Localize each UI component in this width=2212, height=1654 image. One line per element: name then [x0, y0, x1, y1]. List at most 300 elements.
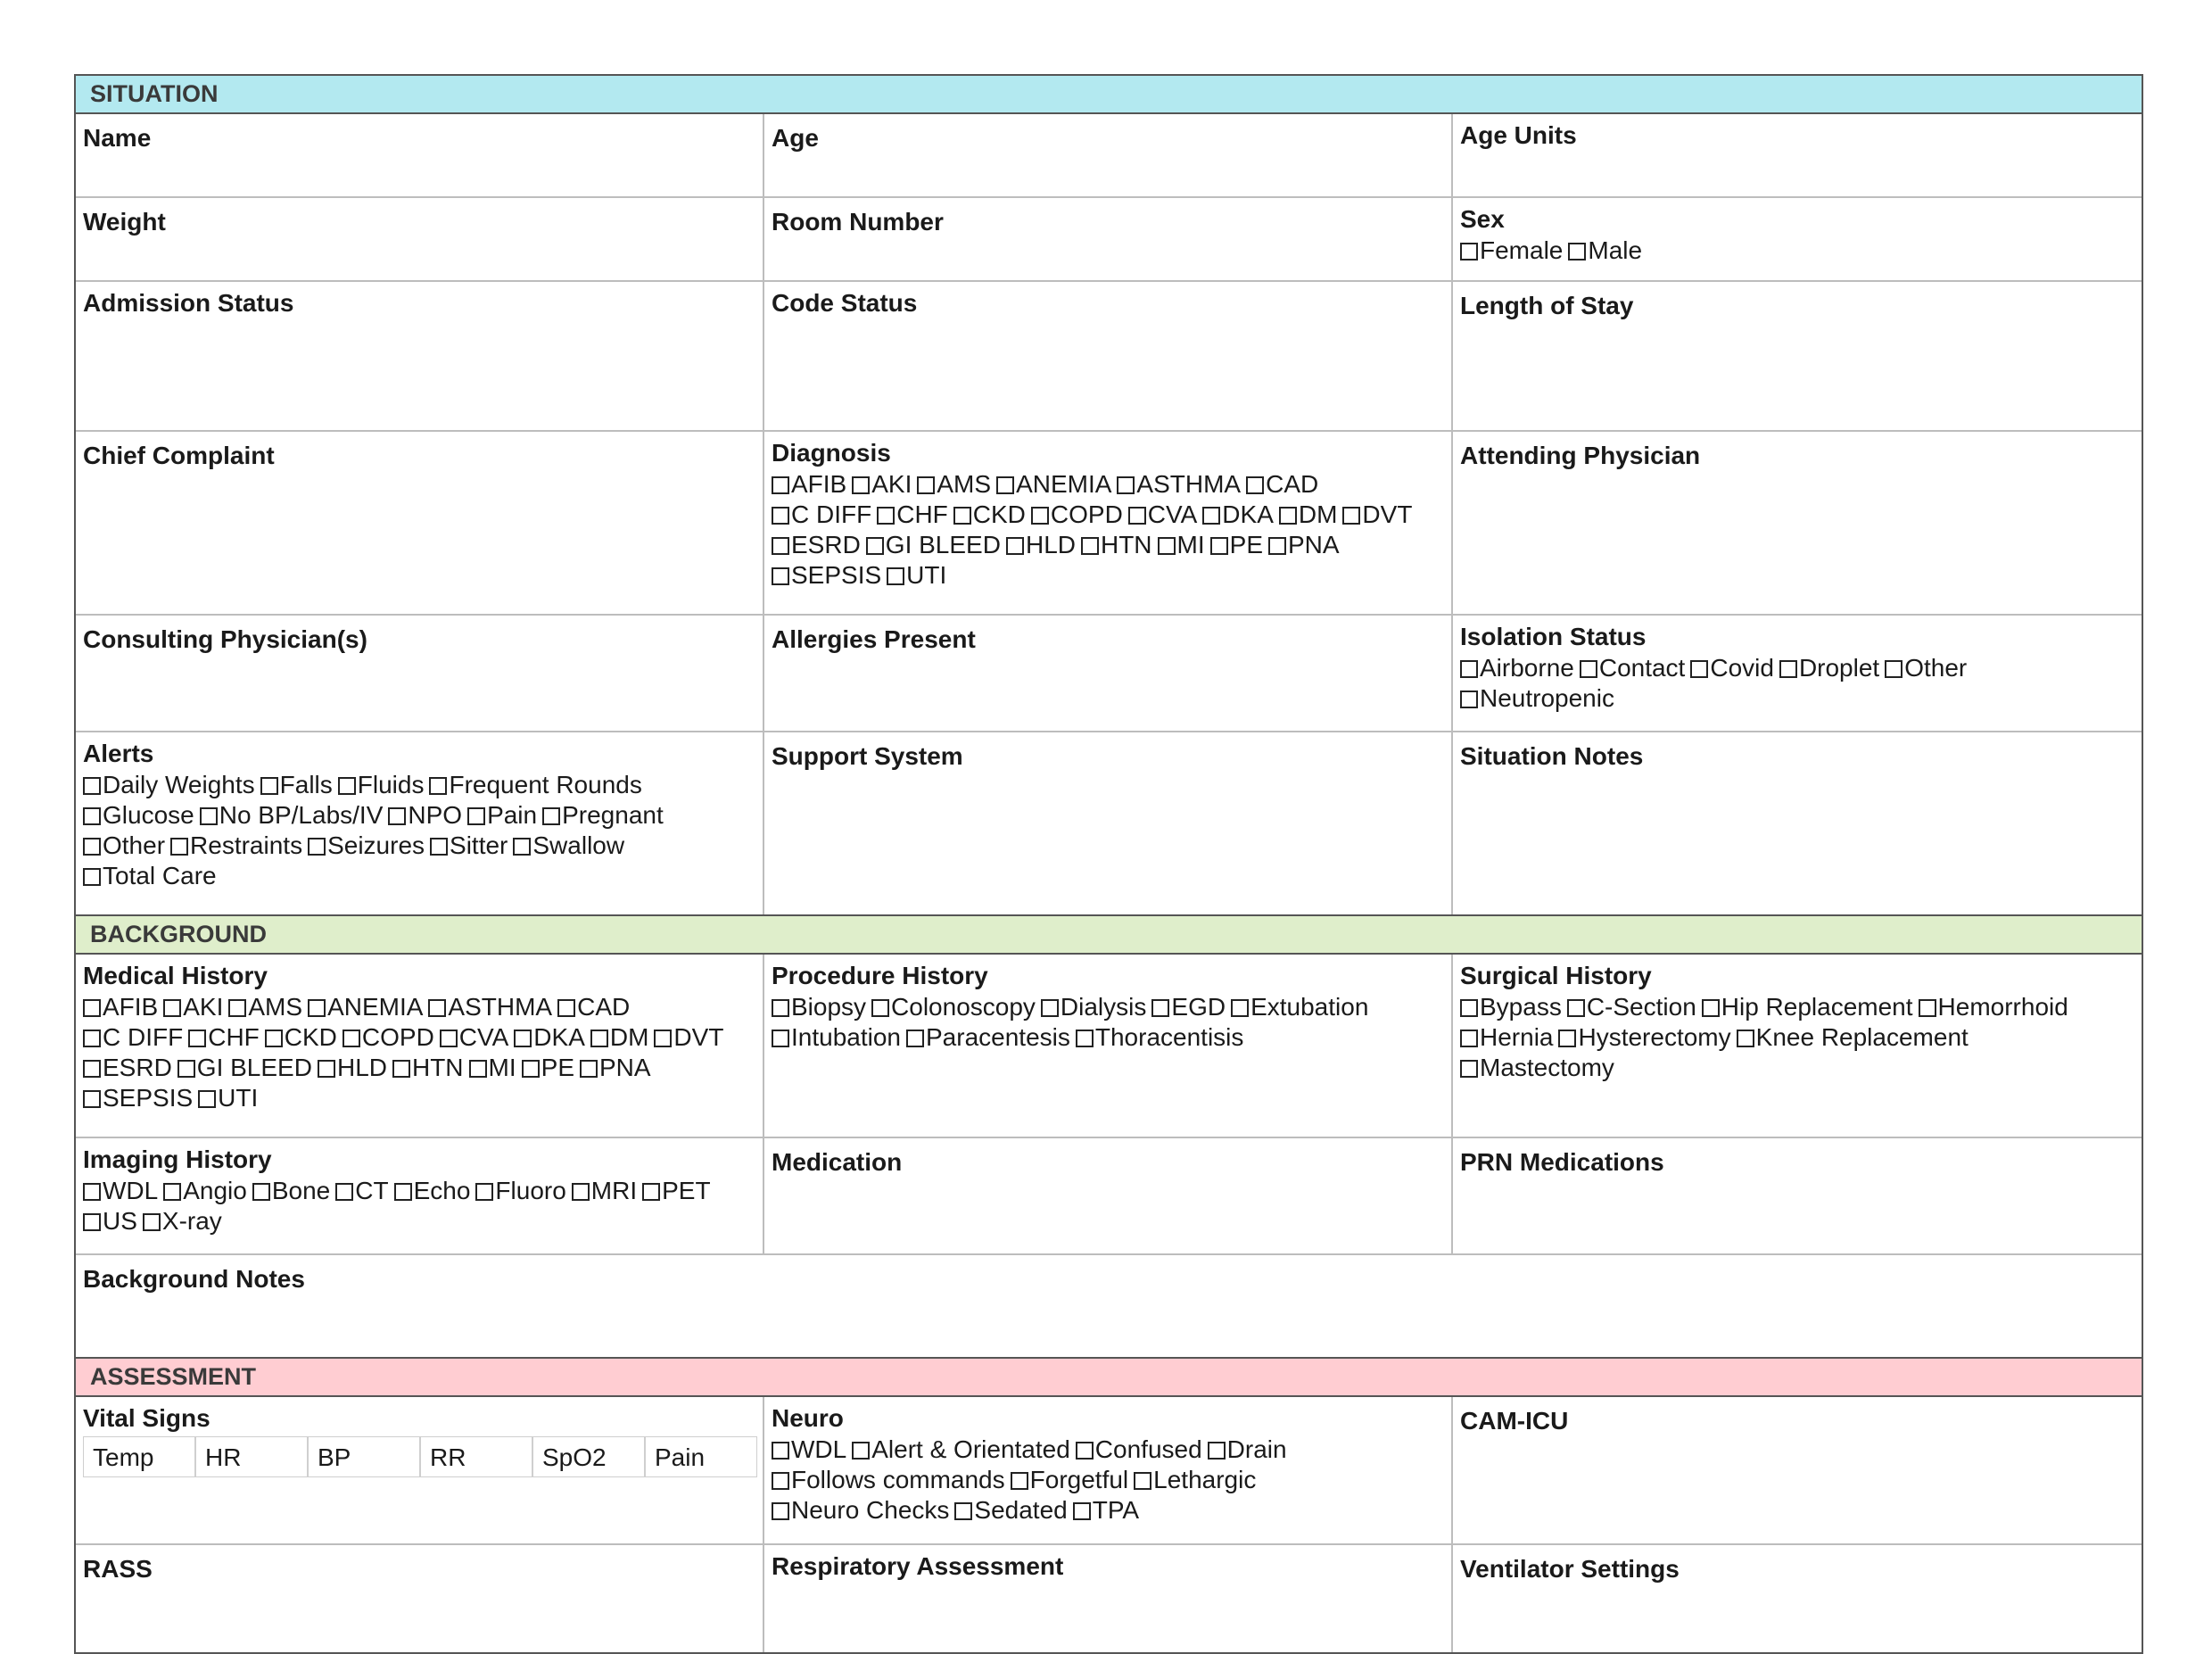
checkbox-option[interactable] [580, 1054, 651, 1081]
option-line [772, 1022, 1446, 1053]
checkbox-label: Angio [183, 1177, 247, 1204]
checkbox-option[interactable] [1558, 1023, 1730, 1051]
checkbox-option[interactable] [1460, 684, 1614, 712]
checkbox-option[interactable] [467, 801, 537, 829]
checkbox-option[interactable] [143, 1207, 222, 1235]
square-checkbox-icon[interactable] [772, 1502, 789, 1520]
checkbox-option[interactable] [654, 1023, 723, 1051]
square-checkbox-icon[interactable] [1006, 537, 1024, 555]
checkbox-option[interactable] [917, 470, 991, 498]
checkbox-option[interactable] [1231, 993, 1368, 1021]
square-checkbox-icon[interactable] [772, 999, 789, 1017]
square-checkbox-icon[interactable] [200, 807, 218, 825]
square-checkbox-icon[interactable] [954, 1502, 972, 1520]
option-line [83, 861, 757, 891]
option-line [1460, 992, 2136, 1022]
checkbox-option[interactable] [338, 771, 425, 798]
checkbox-option[interactable] [1779, 654, 1879, 682]
square-checkbox-icon[interactable] [163, 999, 181, 1017]
square-checkbox-icon[interactable] [429, 777, 447, 795]
square-checkbox-icon[interactable] [428, 999, 446, 1017]
square-checkbox-icon[interactable] [772, 567, 789, 585]
option-line [1460, 1022, 2136, 1053]
square-checkbox-icon[interactable] [1011, 1472, 1028, 1490]
checkbox-option[interactable] [1460, 236, 1563, 264]
length-of-stay-field[interactable] [1453, 282, 2142, 430]
square-checkbox-icon[interactable] [1919, 999, 1936, 1017]
isolation-status-field [1453, 616, 2142, 731]
vital-pain[interactable]: Pain [645, 1436, 757, 1477]
option-line [83, 992, 757, 1022]
checkbox-option[interactable] [1342, 500, 1412, 528]
checkbox-option[interactable] [1151, 993, 1226, 1021]
checkbox-option[interactable] [996, 470, 1111, 498]
checkbox-option[interactable] [1041, 993, 1146, 1021]
square-checkbox-icon[interactable] [343, 1030, 360, 1047]
option-line [772, 1435, 1446, 1465]
square-checkbox-icon[interactable] [308, 838, 326, 856]
checkbox-option[interactable] [513, 831, 624, 859]
square-checkbox-icon[interactable] [1231, 999, 1249, 1017]
field-label: Vital Signs [83, 1404, 210, 1432]
checkbox-option[interactable] [1076, 1023, 1244, 1051]
vital-rr[interactable]: RR [420, 1436, 532, 1477]
checkbox-option[interactable] [1460, 654, 1574, 682]
checkbox-option[interactable] [1076, 1435, 1202, 1463]
option-line [772, 1465, 1446, 1495]
checkbox-label: NPO [408, 801, 463, 829]
checkbox-option[interactable] [852, 470, 912, 498]
square-checkbox-icon[interactable] [772, 1030, 789, 1047]
checkbox-option[interactable] [1128, 500, 1198, 528]
checkbox-label: AKI [871, 470, 912, 498]
checkbox-option[interactable] [83, 1023, 183, 1051]
square-checkbox-icon[interactable] [1031, 507, 1049, 525]
square-checkbox-icon[interactable] [1460, 999, 1478, 1017]
checkbox-option[interactable] [866, 531, 1001, 558]
square-checkbox-icon[interactable] [1737, 1030, 1754, 1047]
field-label: Age [772, 124, 819, 152]
checkbox-option[interactable] [469, 1054, 516, 1081]
checkbox-option[interactable] [260, 771, 333, 798]
square-checkbox-icon[interactable] [83, 1213, 101, 1231]
checkbox-option[interactable] [343, 1023, 434, 1051]
vital-spo2[interactable]: SpO2 [532, 1436, 645, 1477]
checkbox-label: Sitter [450, 831, 508, 859]
checkbox-option[interactable] [877, 500, 948, 528]
checkbox-option[interactable] [83, 1207, 137, 1235]
checkbox-label: AKI [183, 993, 224, 1021]
checkbox-option[interactable] [772, 993, 866, 1021]
square-checkbox-icon[interactable] [1210, 537, 1228, 555]
square-checkbox-icon[interactable] [1081, 537, 1099, 555]
checkbox-option[interactable] [1134, 1466, 1256, 1493]
checkbox-label: PE [1229, 531, 1263, 558]
vital-signs-table [83, 1436, 757, 1477]
square-checkbox-icon[interactable] [170, 838, 188, 856]
checkbox-option[interactable] [228, 993, 302, 1021]
square-checkbox-icon[interactable] [642, 1183, 660, 1201]
square-checkbox-icon[interactable] [513, 838, 531, 856]
checkbox-option[interactable] [590, 1023, 649, 1051]
checkbox-option[interactable] [83, 771, 255, 798]
square-checkbox-icon[interactable] [394, 1183, 412, 1201]
option-line [1460, 683, 2136, 714]
checkbox-option[interactable] [252, 1177, 330, 1204]
procedure-history-options [772, 992, 1446, 1053]
checkbox-option[interactable] [392, 1054, 464, 1081]
checkbox-option[interactable] [1073, 1496, 1139, 1524]
checkbox-option[interactable] [572, 1177, 637, 1204]
checkbox-option[interactable] [1568, 236, 1642, 264]
checkbox-option[interactable] [1737, 1023, 1969, 1051]
checkbox-option[interactable] [514, 1023, 585, 1051]
checkbox-option[interactable] [1006, 531, 1076, 558]
square-checkbox-icon[interactable] [188, 1030, 206, 1047]
checkbox-option[interactable] [475, 1177, 565, 1204]
square-checkbox-icon[interactable] [1460, 243, 1478, 261]
checkbox-option[interactable] [83, 1084, 193, 1112]
square-checkbox-icon[interactable] [469, 1060, 487, 1078]
checkbox-option[interactable] [1702, 993, 1913, 1021]
option-line [83, 800, 757, 831]
checkbox-option[interactable] [83, 862, 217, 889]
square-checkbox-icon[interactable] [772, 1472, 789, 1490]
square-checkbox-icon[interactable] [388, 807, 406, 825]
checkbox-label: ESRD [103, 1054, 172, 1081]
checkbox-option[interactable] [335, 1177, 388, 1204]
checkbox-option[interactable] [308, 831, 425, 859]
square-checkbox-icon[interactable] [228, 999, 246, 1017]
checkbox-option[interactable] [318, 1054, 387, 1081]
square-checkbox-icon[interactable] [580, 1060, 598, 1078]
square-checkbox-icon[interactable] [392, 1060, 410, 1078]
square-checkbox-icon[interactable] [1076, 1030, 1094, 1047]
checkbox-option[interactable] [83, 831, 165, 859]
square-checkbox-icon[interactable] [1041, 999, 1059, 1017]
checkbox-label: X-ray [161, 1207, 222, 1235]
section-header-situation: SITUATION [76, 76, 2142, 114]
checkbox-option[interactable] [542, 801, 664, 829]
square-checkbox-icon[interactable] [522, 1060, 540, 1078]
age-units-field[interactable] [1453, 114, 2142, 196]
checkbox-option[interactable] [1919, 993, 2068, 1021]
square-checkbox-icon[interactable] [260, 777, 278, 795]
square-checkbox-icon[interactable] [83, 1060, 101, 1078]
checkbox-label: HLD [1025, 531, 1076, 558]
checkbox-option[interactable] [772, 1496, 949, 1524]
checkbox-option[interactable] [1117, 470, 1241, 498]
checkbox-option[interactable] [522, 1054, 574, 1081]
square-checkbox-icon[interactable] [467, 807, 485, 825]
checkbox-label: Airborne [1480, 654, 1574, 682]
attending-physician-field[interactable] [1453, 432, 2142, 614]
checkbox-option[interactable] [440, 1023, 509, 1051]
checkbox-label: HLD [336, 1054, 387, 1081]
assessment-row-1 [76, 1397, 2142, 1545]
checkbox-label: TPA [1092, 1496, 1140, 1524]
square-checkbox-icon[interactable] [308, 999, 326, 1017]
square-checkbox-icon[interactable] [1460, 660, 1478, 678]
checkbox-label: Extubation [1250, 993, 1369, 1021]
checkbox-option[interactable] [642, 1177, 710, 1204]
admission-status-field[interactable] [76, 282, 764, 430]
checkbox-option[interactable] [1567, 993, 1696, 1021]
square-checkbox-icon[interactable] [772, 537, 789, 555]
checkbox-option[interactable] [953, 500, 1026, 528]
checkbox-option[interactable] [83, 1054, 172, 1081]
checkbox-label: Neuro Checks [791, 1496, 950, 1524]
checkbox-option[interactable] [887, 561, 946, 589]
square-checkbox-icon[interactable] [440, 1030, 458, 1047]
surgical-history-options [1460, 992, 2136, 1083]
checkbox-label: COPD [361, 1023, 434, 1051]
consulting-physicians-field[interactable] [76, 616, 764, 731]
field-label: Situation Notes [1460, 742, 1644, 770]
sex-field [1453, 198, 2142, 280]
square-checkbox-icon[interactable] [572, 1183, 590, 1201]
checkbox-option[interactable] [772, 1023, 901, 1051]
checkbox-label: C DIFF [791, 500, 872, 528]
checkbox-option[interactable] [772, 561, 881, 589]
square-checkbox-icon[interactable] [1128, 507, 1146, 525]
checkbox-label: GI BLEED [196, 1054, 312, 1081]
square-checkbox-icon[interactable] [1779, 660, 1797, 678]
checkbox-option[interactable] [1081, 531, 1152, 558]
square-checkbox-icon[interactable] [177, 1060, 195, 1078]
support-system-field[interactable] [764, 732, 1453, 914]
checkbox-label: SEPSIS [791, 561, 882, 589]
checkbox-option[interactable] [394, 1177, 471, 1204]
field-label: Consulting Physician(s) [83, 625, 367, 653]
square-checkbox-icon[interactable] [1885, 660, 1902, 678]
checkbox-option[interactable] [1460, 1054, 1614, 1081]
square-checkbox-icon[interactable] [996, 476, 1014, 494]
respiratory-assessment-field[interactable] [764, 1545, 1453, 1652]
checkbox-option[interactable] [1580, 654, 1686, 682]
checkbox-option[interactable] [83, 801, 194, 829]
square-checkbox-icon[interactable] [1558, 1030, 1576, 1047]
checkbox-option[interactable] [1460, 993, 1562, 1021]
square-checkbox-icon[interactable] [654, 1030, 672, 1047]
square-checkbox-icon[interactable] [1460, 1060, 1478, 1078]
background-notes-field[interactable] [76, 1255, 2142, 1357]
option-line [772, 992, 1446, 1022]
square-checkbox-icon[interactable] [917, 476, 935, 494]
checkbox-label: CT [355, 1177, 389, 1204]
option-line [772, 469, 1446, 500]
checkbox-option[interactable] [557, 993, 630, 1021]
checkbox-option[interactable] [428, 993, 552, 1021]
vital-temp[interactable]: Temp [83, 1436, 195, 1477]
checkbox-option[interactable] [852, 1435, 1070, 1463]
square-checkbox-icon[interactable] [1208, 1442, 1226, 1460]
square-checkbox-icon[interactable] [475, 1183, 493, 1201]
square-checkbox-icon[interactable] [83, 777, 101, 795]
checkbox-option[interactable] [871, 993, 1036, 1021]
square-checkbox-icon[interactable] [772, 1442, 789, 1460]
option-line [772, 530, 1446, 560]
square-checkbox-icon[interactable] [1690, 660, 1708, 678]
situation-row-3 [76, 282, 2142, 432]
imaging-history-field [76, 1138, 764, 1253]
square-checkbox-icon[interactable] [1702, 999, 1720, 1017]
square-checkbox-icon[interactable] [1117, 476, 1135, 494]
checkbox-option[interactable] [1279, 500, 1338, 528]
square-checkbox-icon[interactable] [1580, 660, 1597, 678]
square-checkbox-icon[interactable] [852, 476, 870, 494]
checkbox-option[interactable] [200, 801, 384, 829]
checkbox-option[interactable] [388, 801, 462, 829]
checkbox-label: Mastectomy [1480, 1054, 1614, 1081]
checkbox-option[interactable] [772, 531, 861, 558]
checkbox-option[interactable] [772, 1435, 846, 1463]
checkbox-option[interactable] [188, 1023, 260, 1051]
checkbox-option[interactable] [198, 1084, 258, 1112]
age-field[interactable] [764, 114, 1453, 196]
square-checkbox-icon[interactable] [143, 1213, 161, 1231]
checkbox-label: Forgetful [1029, 1466, 1129, 1493]
square-checkbox-icon[interactable] [1158, 537, 1176, 555]
option-line [83, 1206, 757, 1236]
checkbox-option[interactable] [83, 993, 158, 1021]
situation-notes-field[interactable] [1453, 732, 2142, 914]
checkbox-label: C-Section [1586, 993, 1696, 1021]
square-checkbox-icon[interactable] [871, 999, 889, 1017]
square-checkbox-icon[interactable] [1268, 537, 1286, 555]
square-checkbox-icon[interactable] [1073, 1502, 1091, 1520]
field-label: Weight [83, 208, 166, 236]
prn-medications-field[interactable] [1453, 1138, 2142, 1253]
field-label: Sex [1460, 205, 1505, 233]
square-checkbox-icon[interactable] [1246, 476, 1264, 494]
checkbox-option[interactable] [308, 993, 423, 1021]
checkbox-option[interactable] [1246, 470, 1318, 498]
checkbox-option[interactable] [430, 831, 508, 859]
allergies-present-field[interactable] [764, 616, 1453, 731]
checkbox-option[interactable] [1268, 531, 1340, 558]
checkbox-option[interactable] [163, 993, 223, 1021]
square-checkbox-icon[interactable] [83, 868, 101, 886]
checkbox-option[interactable] [772, 500, 871, 528]
checkbox-option[interactable] [1210, 531, 1263, 558]
field-label: Name [83, 124, 152, 152]
checkbox-option[interactable] [954, 1496, 1067, 1524]
square-checkbox-icon[interactable] [83, 999, 101, 1017]
checkbox-label: Fluids [357, 771, 425, 798]
checkbox-option[interactable] [1460, 1023, 1553, 1051]
medication-field[interactable] [764, 1138, 1453, 1253]
checkbox-option[interactable] [265, 1023, 337, 1051]
square-checkbox-icon[interactable] [1076, 1442, 1094, 1460]
field-label: CAM-ICU [1460, 1407, 1569, 1435]
option-line [772, 560, 1446, 591]
checkbox-label: Total Care [103, 862, 217, 889]
checkbox-option[interactable] [906, 1023, 1070, 1051]
checkbox-label: CHF [208, 1023, 260, 1051]
square-checkbox-icon[interactable] [1342, 507, 1360, 525]
square-checkbox-icon[interactable] [83, 838, 101, 856]
square-checkbox-icon[interactable] [542, 807, 560, 825]
assessment-row-2 [76, 1545, 2142, 1652]
square-checkbox-icon[interactable] [514, 1030, 532, 1047]
square-checkbox-icon[interactable] [83, 807, 101, 825]
square-checkbox-icon[interactable] [1568, 243, 1586, 261]
square-checkbox-icon[interactable] [338, 777, 356, 795]
checkbox-option[interactable] [1208, 1435, 1287, 1463]
square-checkbox-icon[interactable] [852, 1442, 870, 1460]
ventilator-settings-field[interactable] [1453, 1545, 2142, 1652]
chief-complaint-field[interactable] [76, 432, 764, 614]
code-status-field[interactable] [764, 282, 1453, 430]
square-checkbox-icon[interactable] [83, 1090, 101, 1108]
square-checkbox-icon[interactable] [1202, 507, 1220, 525]
square-checkbox-icon[interactable] [1567, 999, 1585, 1017]
checkbox-label: PE [541, 1054, 574, 1081]
square-checkbox-icon[interactable] [877, 507, 895, 525]
medical-history-options [83, 992, 757, 1113]
square-checkbox-icon[interactable] [887, 567, 904, 585]
checkbox-option[interactable] [1011, 1466, 1129, 1493]
square-checkbox-icon[interactable] [83, 1183, 101, 1201]
vital-hr[interactable]: HR [195, 1436, 308, 1477]
square-checkbox-icon[interactable] [1279, 507, 1297, 525]
checkbox-option[interactable] [772, 1466, 1005, 1493]
square-checkbox-icon[interactable] [163, 1183, 181, 1201]
weight-field[interactable] [76, 198, 764, 280]
square-checkbox-icon[interactable] [866, 537, 884, 555]
checkbox-option[interactable] [1690, 654, 1774, 682]
square-checkbox-icon[interactable] [557, 999, 575, 1017]
square-checkbox-icon[interactable] [83, 1030, 101, 1047]
square-checkbox-icon[interactable] [198, 1090, 216, 1108]
square-checkbox-icon[interactable] [430, 838, 448, 856]
square-checkbox-icon[interactable] [1134, 1472, 1151, 1490]
checkbox-option[interactable] [170, 831, 302, 859]
square-checkbox-icon[interactable] [318, 1060, 335, 1078]
room-number-field[interactable] [764, 198, 1453, 280]
checkbox-option[interactable] [429, 771, 641, 798]
square-checkbox-icon[interactable] [772, 476, 789, 494]
square-checkbox-icon[interactable] [265, 1030, 283, 1047]
checkbox-option[interactable] [83, 1177, 158, 1204]
checkbox-option[interactable] [177, 1054, 312, 1081]
checkbox-option[interactable] [1202, 500, 1274, 528]
square-checkbox-icon[interactable] [1151, 999, 1169, 1017]
cam-icu-field[interactable] [1453, 1397, 2142, 1543]
square-checkbox-icon[interactable] [772, 507, 789, 525]
square-checkbox-icon[interactable] [335, 1183, 353, 1201]
field-label: Attending Physician [1460, 442, 1701, 469]
square-checkbox-icon[interactable] [252, 1183, 270, 1201]
square-checkbox-icon[interactable] [906, 1030, 924, 1047]
square-checkbox-icon[interactable] [953, 507, 971, 525]
square-checkbox-icon[interactable] [1460, 1030, 1478, 1047]
checkbox-label: PNA [599, 1054, 651, 1081]
name-field[interactable] [76, 114, 764, 196]
rass-field[interactable] [76, 1545, 764, 1652]
square-checkbox-icon[interactable] [590, 1030, 608, 1047]
checkbox-option[interactable] [1885, 654, 1967, 682]
imaging-history-options [83, 1176, 757, 1236]
vital-bp[interactable]: BP [308, 1436, 420, 1477]
square-checkbox-icon[interactable] [1460, 691, 1478, 708]
checkbox-option[interactable] [163, 1177, 247, 1204]
checkbox-option[interactable] [1158, 531, 1205, 558]
checkbox-label: HTN [1100, 531, 1152, 558]
checkbox-option[interactable] [772, 470, 846, 498]
checkbox-option[interactable] [1031, 500, 1123, 528]
